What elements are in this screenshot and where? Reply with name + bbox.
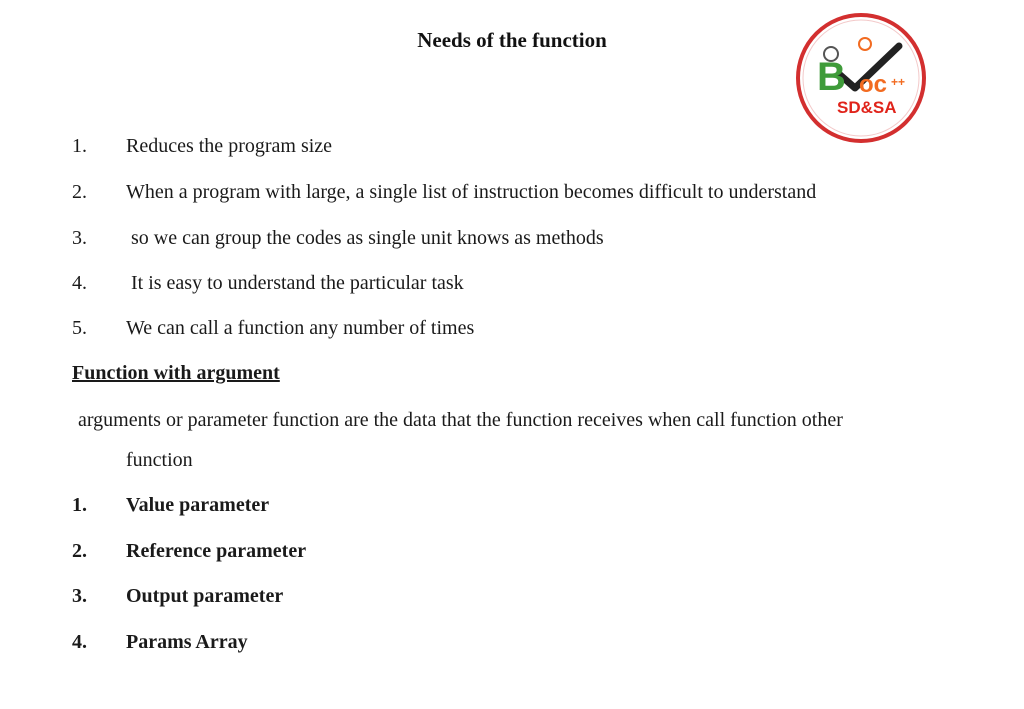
svg-text:++: ++ — [891, 75, 906, 89]
logo-subtitle: SD&SA — [837, 98, 897, 117]
logo-letter-b: B — [817, 55, 846, 99]
section-paragraph: arguments or parameter function are the data that the function receives when call function other — [78, 409, 843, 431]
bvoc-sdsa-logo — [795, 12, 927, 144]
section-paragraph-continued: function — [126, 449, 193, 471]
section-heading: Function with argument — [72, 362, 280, 384]
page-title: Needs of the function — [417, 28, 607, 52]
logo-letters-oc: oc — [859, 71, 888, 98]
